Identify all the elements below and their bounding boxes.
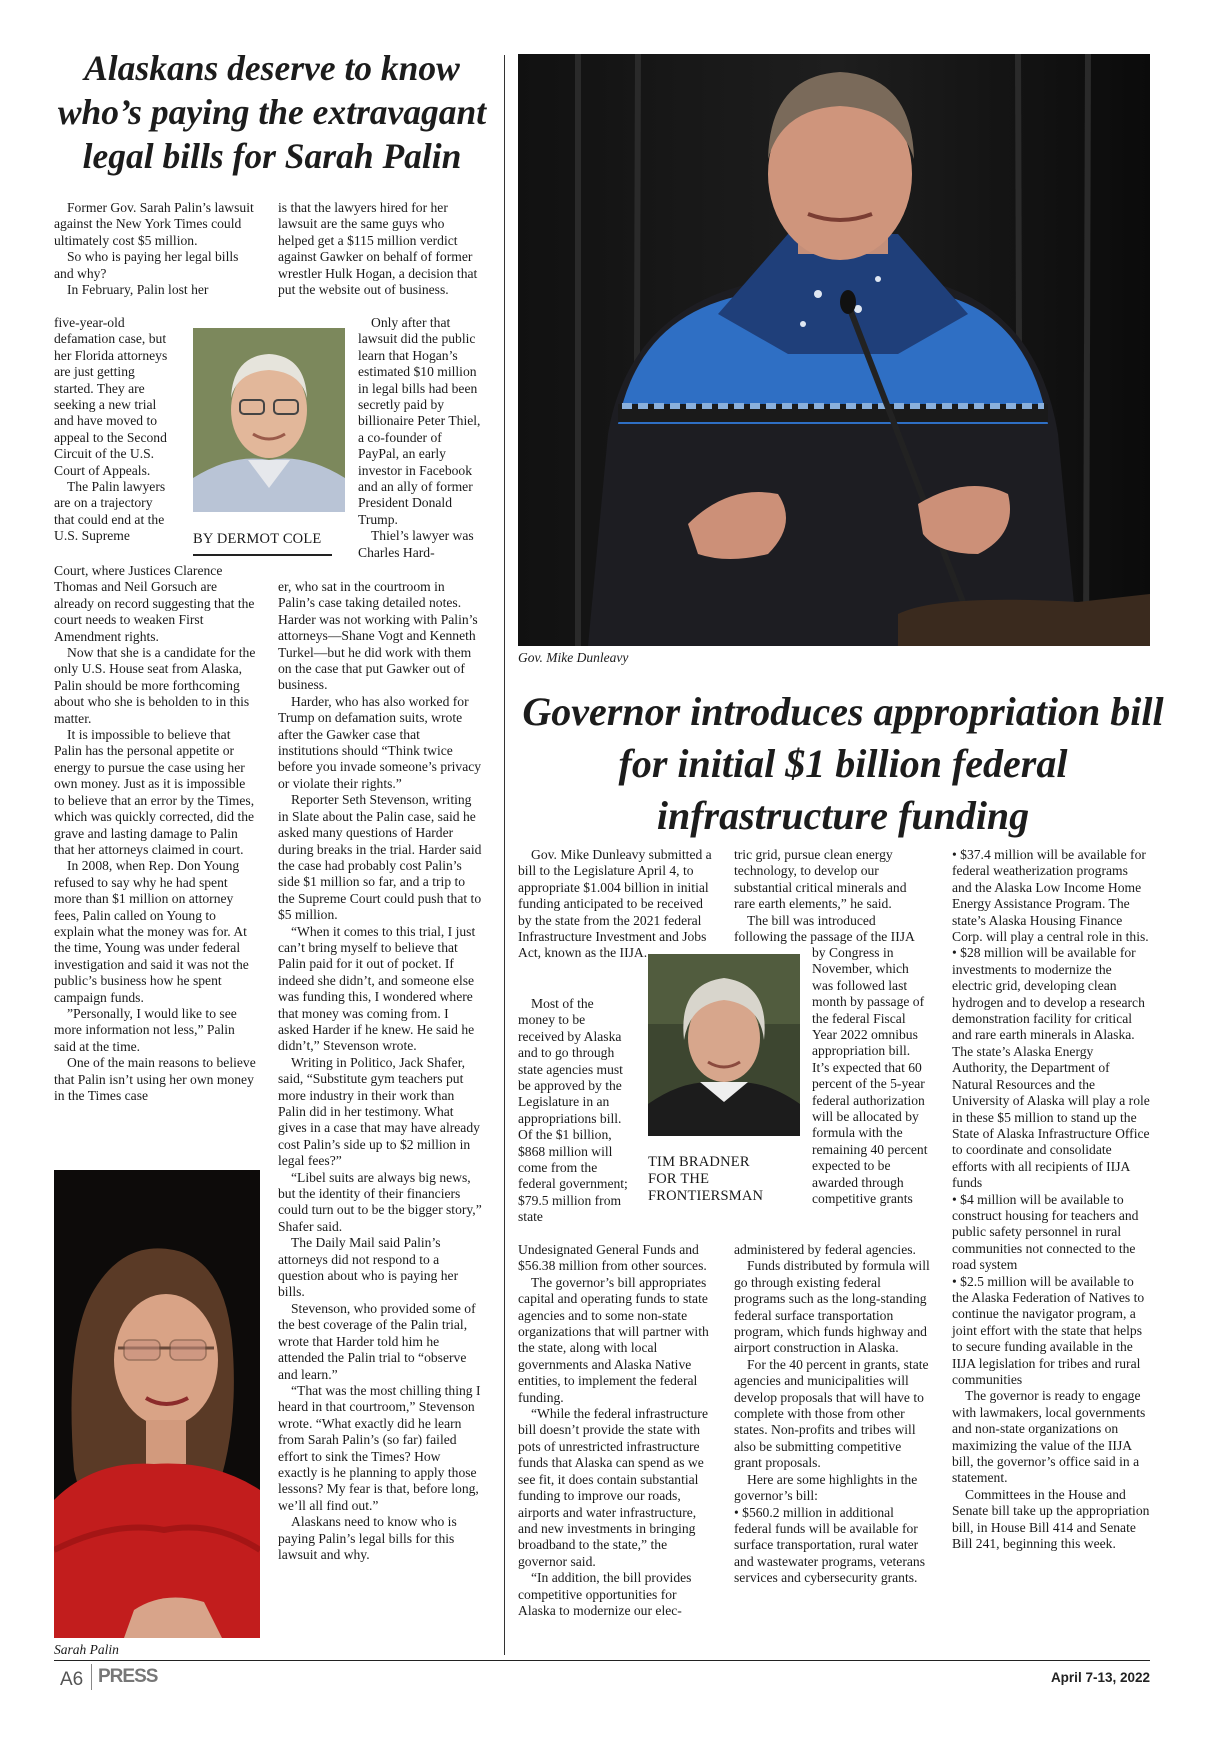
tim-bradner-photo <box>648 954 800 1136</box>
paragraph: The Daily Mail said Palin’s attorneys did not respond to a question about who is paying her bills. <box>278 1235 459 1300</box>
paragraph: Stevenson, who provided some of the best coverage of the Palin trial, wrote that Harder told him he attended the Palin trial to “observe and learn.” <box>278 1300 476 1382</box>
paragraph: The governor is ready to engage with lawmakers, local governments and non-state organizations on maximizing the value of the IIJA bill, the governor’s office said in a statement. <box>952 1388 1146 1486</box>
paragraph: Committees in the House and Senate bill take up the appropriation bill, in House Bill 414 and Senate Bill 241, beginning this week. <box>952 1486 1150 1552</box>
paragraph: “In addition, the bill provides competitive opportunities for Alaska to modernize our elec- <box>518 1570 692 1618</box>
article2-column-2-top <box>734 847 930 945</box>
paragraph: Now that she is a candidate for the only U.S. House seat from Alaska, Palin should be more forthcoming about who she is beholden to in this matter. <box>54 645 256 726</box>
article2-column-3 <box>952 847 1150 1552</box>
paragraph: • $560.2 million in additional federal funds will be available for surface transportation, rural water and wastewater programs, veterans services and cybersecurity grants. <box>734 1504 925 1586</box>
paragraph: er, who sat in the courtroom in Palin’s case taking detailed notes. Harder was not working with Palin’s attorneys—Shane Vogt and Kenneth Turkel—but he did work with them on the case that put Gawker out of business. <box>278 579 478 693</box>
dermot-cole-photo <box>193 328 345 512</box>
paragraph: In February, Palin lost her <box>67 282 209 298</box>
article2-column-1-rest <box>518 1242 714 1619</box>
footer-divider <box>91 1664 92 1690</box>
paragraph: Writing in Politico, Jack Shafer, said, “Substitute gym teachers put more industry in their work than Palin did in her testimony. What gives in a case that may have already cost Palin’s side up to $2 million in legal fees?” <box>278 1054 480 1169</box>
mike-dunleavy-photo <box>518 54 1150 646</box>
paragraph: “While the federal infrastructure bill doesn’t provide the state with pots of unrestricted infrastructure funds that Alaska can spend as we see fit, it does contain substantial funding to improve our roads, airports and water infrastructure, and new investments in bringing broadband to the state,” the governor said. <box>518 1406 708 1569</box>
paragraph: five-year-old defamation case, but her Florida attorneys are just getting started. They are seeking a new trial and have moved to appeal to the Second Circuit of the U.S. Court of Appeals. <box>54 315 168 478</box>
paragraph: The bill was introduced following the passage of the IIJA <box>734 912 915 945</box>
paragraph: It is impossible to believe that Palin has the personal appetite or energy to pursue the case using her own money. Just as it is impossible to believe that an error by the Times, which was quickly corrected, did the grave and lasting damage to Palin that her attorneys claimed in court. <box>54 727 255 857</box>
article1-column-1-top <box>54 200 258 298</box>
paragraph: Thiel’s lawyer was Charles Hard- <box>358 528 474 560</box>
paragraph: In 2008, when Rep. Don Young refused to say why he had spent more than $1 million on attorney fees, Palin called on Young to explain what the money was for. At the time, Young was under federal investigation and said it was not the public’s business how he spent campaign funds. <box>54 858 249 1005</box>
paragraph: The governor’s bill appropriates capital and operating funds to state agencies and to some non-state organizations that will partner with the state, along with local governments and Alaska Native entities, to implement the federal funding. <box>518 1274 709 1405</box>
article1-column-2-wrap <box>358 315 482 561</box>
paragraph: “When it comes to this trial, I just can’t bring myself to believe that Palin paid for it out of pocket. If indeed she didn’t, and someone else was funding this, I wondered where that money was coming from. I asked Harder if he knew. He said he didn’t,” Stevenson wrote. <box>278 923 476 1054</box>
paragraph: Here are some highlights in the governor’s bill: <box>734 1471 918 1504</box>
bullet-item: • $4 million will be available to construct housing for teachers and public safety personnel in rural communities not connected to the road system <box>952 1191 1139 1273</box>
paragraph: Harder, who has also worked for Trump on defamation suits, wrote after the Gawker case that institutions should “Think twice before you invade someone’s privacy or violate their rights.” <box>278 693 482 791</box>
paragraph: administered by federal agencies. <box>734 1242 916 1257</box>
byline-line: TIM BRADNER <box>648 1154 750 1170</box>
paragraph: Alaskans need to know who is paying Palin’s legal bills for this lawsuit and why. <box>278 1514 457 1562</box>
press-logo: PRESS <box>98 1666 158 1687</box>
palin-photo-caption: Sarah Palin <box>54 1642 119 1657</box>
paragraph: For the 40 percent in grants, state agencies and municipalities will develop proposals that will have to complete with those from other states. Non-profits and tribes will also be submitting competitive grant proposals. <box>734 1356 929 1471</box>
page-number: A6 <box>60 1669 84 1690</box>
bullet-item: • $37.4 million will be available for federal weatherization programs and the Alaska Low Income Home Energy Assistance Program. The state’s Alaska Housing Finance Corp. will play a central role in this. <box>952 847 1149 945</box>
paragraph: tric grid, pursue clean energy technology, to develop our substantial critical minerals and rare earth elements,” he said. <box>734 847 907 912</box>
byline-line: FRONTIERSMAN <box>648 1188 764 1204</box>
dunleavy-photo-caption: Gov. Mike Dunleavy <box>518 650 629 665</box>
article1-column-2-top <box>278 200 482 298</box>
article1-column-2-rest <box>278 579 482 1563</box>
paragraph: The Palin lawyers are on a trajectory that could end at the U.S. Supreme <box>54 479 166 544</box>
paragraph: One of the main reasons to believe that Palin isn’t using her own money in the Times case <box>54 1055 256 1103</box>
byline-dermot-cole: BY DERMOT COLE <box>193 531 322 547</box>
paragraph: Court, where Justices Clarence Thomas and Neil Gorsuch are already on record suggesting that the court needs to weaken First Amendment rights. <box>54 563 255 644</box>
article2-column-1-top <box>518 847 714 962</box>
paragraph: Reporter Seth Stevenson, writing in Slate about the Palin case, said he asked many questions of Harder during breaks in the trial. Harder said the case had probably cost Palin’s side $1 million so far, and a trip to the Supreme Court could push that to $5 million. <box>278 792 482 923</box>
paragraph: by Congress in November, which was followed last month by passage of the federal Fiscal Year 2022 omnibus appropriation bill. It’s expected that 60 percent of the 5-year federal authorization will be allocated by formula with the remaining 40 percent expected to be awarded through competitive grants <box>812 945 928 1207</box>
paragraph: So who is paying her legal bills and why? <box>54 249 239 281</box>
headline-palin: Alaskans deserve to know who’s paying the extravagant legal bills for Sarah Palin <box>57 48 487 176</box>
paragraph: Undesignated General Funds and $56.38 million from other sources. <box>518 1242 707 1274</box>
article1-column-1-wrap <box>54 315 174 545</box>
article2-column-2-wrap <box>812 945 930 1208</box>
bullet-item: • $28 million will be available for investments to modernize the electric grid, developing clean hydrogen and to develop a research demonstration facility for critical and rare earth minerals in Alaska. The state’s Alaska Energy Authority, the Department of Natural Resources and the University of Alaska will play a role in these $5 million to stand up the State of Alaska Infrastructure Office to coordinate and consolidate efforts with all recipients of IIJA funds <box>952 945 1150 1191</box>
byline-line: FOR THE <box>648 1171 710 1187</box>
footer-rule <box>54 1660 1150 1661</box>
paragraph: Only after that lawsuit did the public learn that Hogan’s estimated $10 million in legal bills had been secretly paid by billionaire Peter Thiel, a co-founder of PayPal, an early investor in Facebook and an ally of former President Donald Trump. <box>358 315 481 527</box>
paragraph: Most of the money to be received by Alaska and to go through state agencies must be approved by the Legislature in an appropriations bill. Of the $1 billion, $868 million will come from the federal government; $79.5 million from state <box>518 996 628 1225</box>
paragraph: Funds distributed by formula will go through existing federal programs such as the long-standing federal surface transportation program, which funds highway and airport construction in Alaska. <box>734 1258 930 1356</box>
paragraph: Gov. Mike Dunleavy submitted a bill to the Legislature April 4, to appropriate $1.004 billion in initial funding anticipated to be received by the state from the 2021 federal Infrastructure Investment and Jobs Act, known as the IIJA. <box>518 847 712 961</box>
byline-tim-bradner <box>648 1154 763 1205</box>
paragraph: Former Gov. Sarah Palin’s lawsuit against the New York Times could ultimately cost $5 million. <box>54 200 254 248</box>
article2-column-1-wrap <box>518 996 632 1226</box>
bullet-item: • $2.5 million will be available to the Alaska Federation of Natives to continue the navigator program, a joint effort with the state that helps to secure funding available in the IIJA legislation for tribes and rural communities <box>952 1273 1145 1387</box>
article1-column-1-rest <box>54 563 258 1104</box>
paragraph: is that the lawyers hired for her lawsuit are the same guys who helped get a $115 million verdict against Gawker on behalf of former wrestler Hulk Hogan, a decision that put the website out of business. <box>278 200 478 298</box>
headline-infrastructure: Governor introduces appropriation bill for initial $1 billion federal infrastructure funding <box>522 689 1164 838</box>
byline-rule <box>193 554 332 556</box>
paragraph: “That was the most chilling thing I heard in that courtroom,” Stevenson wrote. “What exactly did he learn from Sarah Palin’s (so far) failed effort to sink the Times? How exactly is he planning to apply those lessons? My fear is that, before long, we’ll all find out.” <box>278 1382 481 1513</box>
column-divider <box>504 55 505 1655</box>
article2-column-2-rest <box>734 1242 930 1587</box>
paragraph: “Libel suits are always big news, but the identity of their financiers could turn out to be the bigger story,” Shafer said. <box>278 1169 482 1234</box>
issue-date: April 7-13, 2022 <box>1050 1670 1150 1685</box>
paragraph: ”Personally, I would like to see more information not less,” Palin said at the time. <box>54 1005 237 1054</box>
sarah-palin-photo <box>54 1170 260 1638</box>
